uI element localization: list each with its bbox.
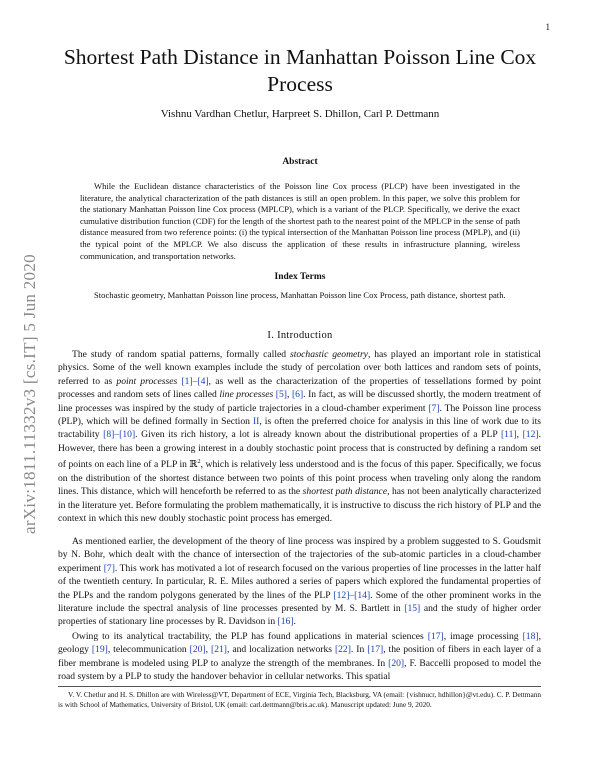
p3-a: Owing to its analytical tractability, the PLP has found applications in material sciences bbox=[72, 631, 428, 642]
citation-link[interactable]: [18] bbox=[522, 631, 539, 642]
p2-g: and the study of higher order properties of stationary line processes by R. Davidson in bbox=[58, 603, 541, 628]
index-terms-text: Stochastic geometry, Manhattan Poisson line process, Manhattan Poisson line Cox Process, path distance, shortest path. bbox=[94, 290, 506, 300]
p1-o: . The Poisson line process (PLP), which will be defined formally in Section bbox=[58, 402, 541, 428]
citation-link[interactable]: [22] bbox=[334, 644, 351, 656]
term-point-processes: point processes bbox=[116, 375, 178, 387]
citation-link[interactable]: [16] bbox=[277, 616, 294, 628]
citation-link[interactable]: [1]–[4] bbox=[181, 375, 209, 387]
p3-g: , telecommunication bbox=[107, 644, 190, 656]
citation-link[interactable]: [17] bbox=[427, 631, 444, 642]
p1-w: . However, there has been a growing interest in a doubly stochastic point process that is constructed by defining a random set of points on each line of a PLP in ℝ bbox=[58, 429, 541, 471]
paragraph-1 bbox=[58, 348, 541, 525]
p1-s: . Given its rich history, a lot is already known about the distributional properties of a PLP bbox=[135, 429, 501, 441]
citation-link[interactable]: [7] bbox=[103, 562, 115, 574]
citation-link[interactable]: [19] bbox=[91, 644, 108, 656]
section-link[interactable]: II bbox=[252, 416, 260, 428]
term-shortest-path-distance: shortest path distance bbox=[302, 486, 388, 498]
citation-link[interactable]: [7] bbox=[428, 402, 440, 414]
p3-o: , the position of fibers in each layer of a fiber membrane is modeled using PLP to analyze the strength of the membranes. In bbox=[58, 644, 542, 669]
citation-link[interactable]: [20] bbox=[388, 657, 405, 669]
p1-m: . In fact, as will be discussed shortly, the modern treatment of line processes was inspired by the study of particle trajectories in a cloud-chamber experiment bbox=[58, 389, 541, 414]
abstract-text: While the Euclidean distance characteristics of the Poisson line Cox process (PLCP) have been investigated in the literature, the analytical characterization of the path distances is still an open problem. In this paper, we solve this problem for the stationary Manhattan Poisson line Cox process (MPLCP), which is a variant of the PLCP. Specifically, we derive the exact cumulative distribution function (CDF) for the length of the shortest path to the nearest point of the MPLCP in the sense of path distance measured from two reference points: (i) the typical intersection of the Manhattan Poisson line process (MPLP), and (ii) the typical point of the MPLCP. We also discuss the application of these results in infrastructure planning, wireless communication, and transportation networks. bbox=[80, 181, 520, 261]
p2-i: . bbox=[293, 616, 296, 628]
p1-q: , is often the preferred choice for analysis in this line of work due to its tractability bbox=[58, 416, 541, 441]
abstract-heading: Abstract bbox=[282, 157, 318, 167]
p3-i: , bbox=[205, 644, 211, 656]
p1-zz: , has not been analytically characterized in the literature yet. Before formulating the problem mathematically, it is instructive to discuss the rich history of PLP and the context in which this new doubly stochastic point process has emerged. bbox=[58, 486, 541, 525]
term-stochastic-geometry: stochastic geometry bbox=[289, 349, 368, 360]
page-number: 1 bbox=[545, 22, 550, 32]
paper-title: Shortest Path Distance in Manhattan Poisson Line Cox Process bbox=[63, 45, 537, 96]
p3-c: , image processing bbox=[443, 631, 523, 642]
citation-link[interactable]: [8]–[10] bbox=[103, 429, 136, 441]
p2-a: As mentioned earlier, the development of the theory of line process was inspired by a problem suggested to S. Goudsmit by N. Bohr, which dealt with the chance of intersection of the trajectories of the sub-atomic particles in a cloud-chamber experiment bbox=[58, 536, 541, 574]
p1-g: , as well as the characterization of the properties of tessellations formed by point processes and random sets of lines called bbox=[58, 375, 542, 401]
p1-k: , bbox=[286, 389, 292, 401]
p3-e: , geology bbox=[58, 631, 541, 656]
p3-m: . In bbox=[350, 644, 368, 656]
citation-link[interactable]: [11] bbox=[500, 429, 517, 441]
citation-link[interactable]: [6] bbox=[291, 389, 304, 401]
arxiv-identifier: arXiv:1811.11332v3 [cs.IT] 5 Jun 2020 bbox=[20, 254, 39, 534]
footnote-rule bbox=[58, 686, 541, 687]
p2-c: . This work has motivated a lot of research focused on the various properties of line processes in the latter half of the twentieth century. In particular, R. E. Miles authored a series of papers which explored the fundamental properties of the PLPs and the random polygons generated by the lines of the PLP bbox=[58, 562, 541, 601]
p3-k: , and localization networks bbox=[226, 644, 335, 656]
superscript: 2 bbox=[197, 458, 201, 466]
citation-link[interactable]: [5] bbox=[275, 389, 287, 401]
section-heading-introduction: I. Introduction bbox=[267, 330, 333, 341]
citation-link[interactable]: [12] bbox=[522, 429, 539, 441]
p1-y: , which is relatively less understood and is the focus of this paper. Specifically, we focus on the distribution of the shortest distance between two points of this point process when traveling only along the random lines. This distance, which will henceforth be referred to as the bbox=[58, 459, 541, 498]
citation-link[interactable]: [20] bbox=[189, 644, 206, 656]
citation-link[interactable]: [21] bbox=[211, 644, 227, 656]
p1-a: The study of random spatial patterns, formally called bbox=[72, 349, 290, 360]
p2-e: . Some of the other prominent works in the literature include the spectral analysis of line processes presented by M. S. Bartlett in bbox=[58, 589, 541, 615]
paragraph-3 bbox=[58, 630, 541, 684]
citation-link[interactable]: [12]–[14] bbox=[333, 589, 371, 601]
p3-q: , F. Baccelli proposed to model the road system by a PLP to study the handover behavior in cellular networks. This spatial bbox=[58, 657, 541, 683]
citation-link[interactable]: [17] bbox=[367, 644, 384, 656]
term-line-processes: line processes bbox=[219, 389, 274, 401]
p1-c: , has played an important role in statistical physics. Some of the well known examples include the study of percolation over both lattices and random sets of points, referred to as bbox=[58, 349, 541, 387]
p1-u: , bbox=[516, 429, 523, 441]
footnote: V. V. Chetlur and H. S. Dhillon are with Wireless@VT, Department of ECE, Virginia Tech, Blacksburg, VA (email: {vishnucr, hdhillon}@vt.edu). C. P. Dettmann is with School of Mathematics, University of Bristol, UK (email: carl.dettmann@bris.ac.uk). Manuscript updated: June 9, 2020. bbox=[58, 690, 541, 709]
author-list: Vishnu Vardhan Chetlur, Harpreet S. Dhillon, Carl P. Dettmann bbox=[160, 108, 440, 120]
citation-link[interactable]: [15] bbox=[404, 603, 421, 615]
index-terms-heading: Index Terms bbox=[274, 272, 326, 282]
paragraph-2 bbox=[58, 535, 541, 629]
